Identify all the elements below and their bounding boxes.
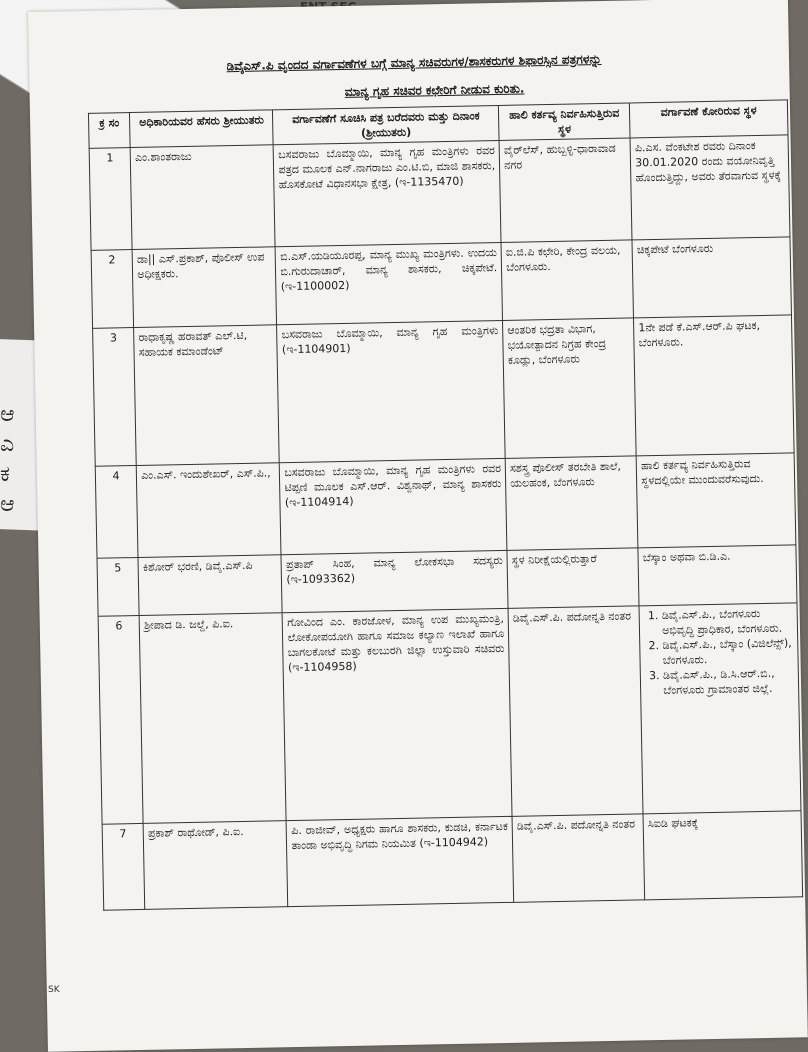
cell-sl: 4 xyxy=(95,466,138,559)
cell-recommendation: ಪಿ. ರಾಜೀವ್, ಅಧ್ಯಕ್ಷರು ಹಾಗೂ ಶಾಸಕರು, ಕುಡಚಿ, ಕರ್ನಾಟಕ ತಾಂಡಾ ಅಭಿವೃದ್ಧಿ ನಿಗಮ ನಿಯಮಿತ (ಇ-1104942) xyxy=(287,816,514,906)
cell-sl: 7 xyxy=(102,823,145,910)
cell-name: ಎಂ.ಶಾಂತರಾಜು xyxy=(130,145,275,250)
list-item: 1. ಡಿವೈ.ಎಸ್.ಪಿ., ಬೆಂಗಳೂರು ಅಭಿವೃದ್ಧಿ ಪ್ರಾಧಿಕಾರ, ಬೆಂಗಳೂರು. xyxy=(662,605,793,638)
cell-recommendation: ಪ್ರತಾಪ್ ಸಿಂಹ, ಮಾನ್ಯ ಲೋಕಸಭಾ ಸದಸ್ಯರು (ಇ-1093362) xyxy=(281,550,508,612)
header-sl: ಕ್ರ ಸಂ xyxy=(88,113,130,149)
table-row xyxy=(89,135,790,250)
cell-requested-place: ಚಿಕ್ಕಪೇಟೆ ಬೆಂಗಳೂರು xyxy=(632,237,791,318)
cell-current-place: ಡಿವೈ.ಎಸ್.ಪಿ. ಪದೋನ್ನತಿ ನಂತರ xyxy=(512,814,645,903)
cell-sl: 6 xyxy=(98,615,143,824)
table-row xyxy=(95,453,796,558)
table-row xyxy=(102,811,803,910)
cell-requested-place: 1ನೇ ಪಡೆ ಕೆ.ಎಸ್.ಆರ್.ಪಿ ಘಟಕ, ಬೆಂಗಳೂರು. xyxy=(634,315,794,456)
header-name: ಅಧಿಕಾರಿಯವರ ಹೆಸರು ಶ್ರೀಯುತರು xyxy=(130,110,274,148)
table-row xyxy=(91,237,791,328)
cell-current-place: ಐ.ಜಿ.ಪಿ ಕಛೇರಿ, ಕೇಂದ್ರ ವಲಯ, ಬೆಂಗಳೂರು. xyxy=(501,240,634,321)
cell-recommendation: ಬಸವರಾಜು ಬೊಮ್ಮಾಯಿ, ಮಾನ್ಯ ಗೃಹ ಮಂತ್ರಿಗಳು ರವರ ಪತ್ರದ ಮೂಲಕ ಎನ್.ನಾಗರಾಜು ಎಂ.ಟಿ.ಬಿ, ಮಾಜಿ ಶಾಸಕರು, ಹೊಸಕೋಟೆ ವಿಧಾನಸಭಾ ಕ್ಷೇತ್ರ, (ಇ-1135470) xyxy=(274,140,502,246)
cell-sl: 3 xyxy=(93,328,137,467)
cell-recommendation: ಗೋವಿಂದ ಎಂ. ಕಾರಜೋಳ, ಮಾನ್ಯ ಉಪ ಮುಖ್ಯಮಂತ್ರಿ, ಲೋಕೋಪಯೋಗಿ ಹಾಗೂ ಸಮಾಜ ಕಲ್ಯಾಣ ಇಲಾಖೆ ಹಾಗೂ ಬಾಗಲಕೋಟೆ ಮತ್ತು ಕಲಬುರಗಿ ಜಿಲ್ಲಾ ಉಸ್ತುವಾರಿ ಸಚಿವರು (ಇ-1104958) xyxy=(283,608,513,820)
side-char: ಆ xyxy=(0,492,15,517)
transfer-table xyxy=(88,99,803,910)
cell-sl: 1 xyxy=(89,148,132,251)
requested-place-list xyxy=(644,605,794,698)
side-char: ಕ xyxy=(0,462,10,487)
cell-requested-place: ಹಾಲಿ ಕರ್ತವ್ಯ ನಿರ್ವಹಿಸುತ್ತಿರುವ ಸ್ಥಳದಲ್ಲಿಯೇ ಮುಂದುವರೆಸುವುದು. xyxy=(636,453,796,548)
cell-recommendation: ಬಿ.ಎಸ್.ಯಡಿಯೂರಪ್ಪ, ಮಾನ್ಯ ಮುಖ್ಯ ಮಂತ್ರಿಗಳು. ಉದಯ ಬಿ.ಗುರುದಾಚಾರ್, ಮಾನ್ಯ ಶಾಸಕರು, ಚಿಕ್ಕಪೇಟೆ. (ಇ-1100002) xyxy=(275,242,502,324)
cell-name: ಶ್ರೀಪಾದ ಡಿ. ಜಲ್ದೆ, ಪಿ.ಐ. xyxy=(139,613,286,824)
cell-current-place: ಸ್ಥಳ ನಿರೀಕ್ಷೆಯಲ್ಲಿರುತ್ತಾರೆ xyxy=(507,548,639,609)
cell-requested-place: ಸಿಐಡಿ ಘಟಕಕ್ಕೆ xyxy=(643,811,802,900)
cell-name: ಕಿಶೋರ್ ಭರಣಿ, ಡಿವೈ.ಎಸ್.ಪಿ xyxy=(138,555,282,616)
header-recommendation: ವರ್ಗಾವಣೆಗೆ ಸೂಚಿಸಿ ಪತ್ರ ಬರೆದವರು ಮತ್ತು ದಿನಾಂಕ (ಶ್ರೀಯುತರು) xyxy=(273,105,499,144)
cell-sl: 2 xyxy=(91,250,134,329)
side-char: ಎ xyxy=(0,432,15,457)
header-current-place: ಹಾಲಿ ಕರ್ತವ್ಯ ನಿರ್ವಹಿಸುತ್ತಿರುವ ಸ್ಥಳ xyxy=(499,103,631,141)
side-char: ಆ xyxy=(0,402,15,427)
cell-requested-place xyxy=(639,603,801,814)
cell-sl: 5 xyxy=(97,557,139,616)
list-item: 2. ಡಿವೈ.ಎಸ್.ಪಿ., ಬೆಸ್ಕಾಂ (ವಿಜಿಲೆನ್ಸ್), ಬೆಂಗಳೂರು. xyxy=(662,635,793,668)
side-text xyxy=(0,400,15,520)
document-page xyxy=(28,0,808,1052)
table-row xyxy=(93,315,795,466)
cell-recommendation: ಬಸವರಾಜು ಬೊಮ್ಮಾಯಿ, ಮಾನ್ಯ ಗೃಹ ಮಂತ್ರಿಗಳು (ಇ-1104901) xyxy=(277,320,505,462)
cell-requested-place: ಪಿ.ಎಸ. ವೆಂಕಟೇಶ ರವರು ದಿನಾಂಕ 30.01.2020 ರಂದು ವಯೋನಿವೃತ್ತಿ ಹೊಂದುತ್ತಿದ್ದು, ಅವರು ತೆರವಾಗುವ ಸ್ಥಳಕ್ಕೆ xyxy=(630,135,790,240)
footer-initials: SK xyxy=(48,985,60,995)
document-title: ಡಿವೈಎಸ್.ಪಿ ವೃಂದದ ವರ್ಗಾವಣೆಗಳ ಬಗ್ಗೆ ಮಾನ್ಯ ಸಚಿವರುಗಳ/ಶಾಸಕರುಗಳ ಶಿಫಾರಸ್ಸಿನ ಪತ್ರಗಳನ್ನು xyxy=(226,52,602,74)
cell-requested-place: ಬೆಸ್ಕಾಂ ಅಥವಾ ಬಿ.ಡಿ.ಎ. xyxy=(638,545,797,606)
cell-current-place: ಡಿವೈ.ಎಸ್.ಪಿ. ಪದೋನ್ನತಿ ನಂತರ xyxy=(508,606,643,816)
cell-current-place: ಸಶಸ್ತ್ರ ಪೊಲೀಸ್ ತರಬೇತಿ ಶಾಲೆ, ಯಲಹಂಕ, ಬೆಂಗಳೂರು xyxy=(505,456,638,550)
cell-current-place: ಆಂತರಿಕ ಭದ್ರತಾ ವಿಭಾಗ, ಭಯೋತ್ಪಾದನ ನಿಗ್ರಹ ಕೇಂದ್ರ ಕೂಡ್ಲು, ಬೆಂಗಳೂರು xyxy=(503,318,637,458)
cell-current-place: ವೈರ್‌ಲೆಸ್, ಹುಬ್ಬಳ್ಳಿ-ಧಾರಾವಾಡ ನಗರ xyxy=(499,138,632,242)
cell-name: ಪ್ರಕಾಶ್ ರಾಥೋಡ್, ಪಿ.ಐ. xyxy=(143,821,288,910)
document-subtitle: ಮಾನ್ಯ ಗೃಹ ಸಚಿವರ ಕಛೇರಿಗೆ ನೀಡುವ ಕುರಿತು. xyxy=(344,81,525,99)
cell-name: ರಾಧಾಕೃಷ್ಣ ಹರಾವತ್ ಎಲ್.ಟಿ, ಸಹಾಯಕ ಕಮಾಂಡೆಂಟ್ xyxy=(134,325,280,466)
cell-name: ಡಾ|| ಎಸ್.ಪ್ರಕಾಶ್, ಪೊಲೀಸ್ ಉಪ ಅಧೀಕ್ಷಕರು. xyxy=(132,247,277,328)
cell-name: ಎಂ.ಎಸ್. ಇಂದುಶೇಖರ್, ಎಸ್.ಪಿ., xyxy=(136,463,281,558)
header-requested-place: ವರ್ಗಾವಣೆ ಕೋರಿರುವ ಸ್ಥಳ xyxy=(630,100,788,138)
cell-recommendation: ಬಸವರಾಜು ಬೊಮ್ಮಾಯಿ, ಮಾನ್ಯ ಗೃಹ ಮಂತ್ರಿಗಳು ರವರ ಟಿಪ್ಪಣಿ ಮೂಲಕ ಎಸ್.ಆರ್. ವಿಶ್ವನಾಥ್, ಮಾನ್ಯ ಶಾಸಕರು (ಇ-1104914) xyxy=(280,458,507,554)
table-row xyxy=(98,603,801,824)
list-item: 3. ಡಿವೈ.ಎಸ್.ಪಿ., ಡಿ.ಸಿ.ಆರ್.ಬಿ., ಬೆಂಗಳೂರು ಗ್ರಾಮಾಂತರ ಜಿಲ್ಲೆ. xyxy=(663,665,794,698)
